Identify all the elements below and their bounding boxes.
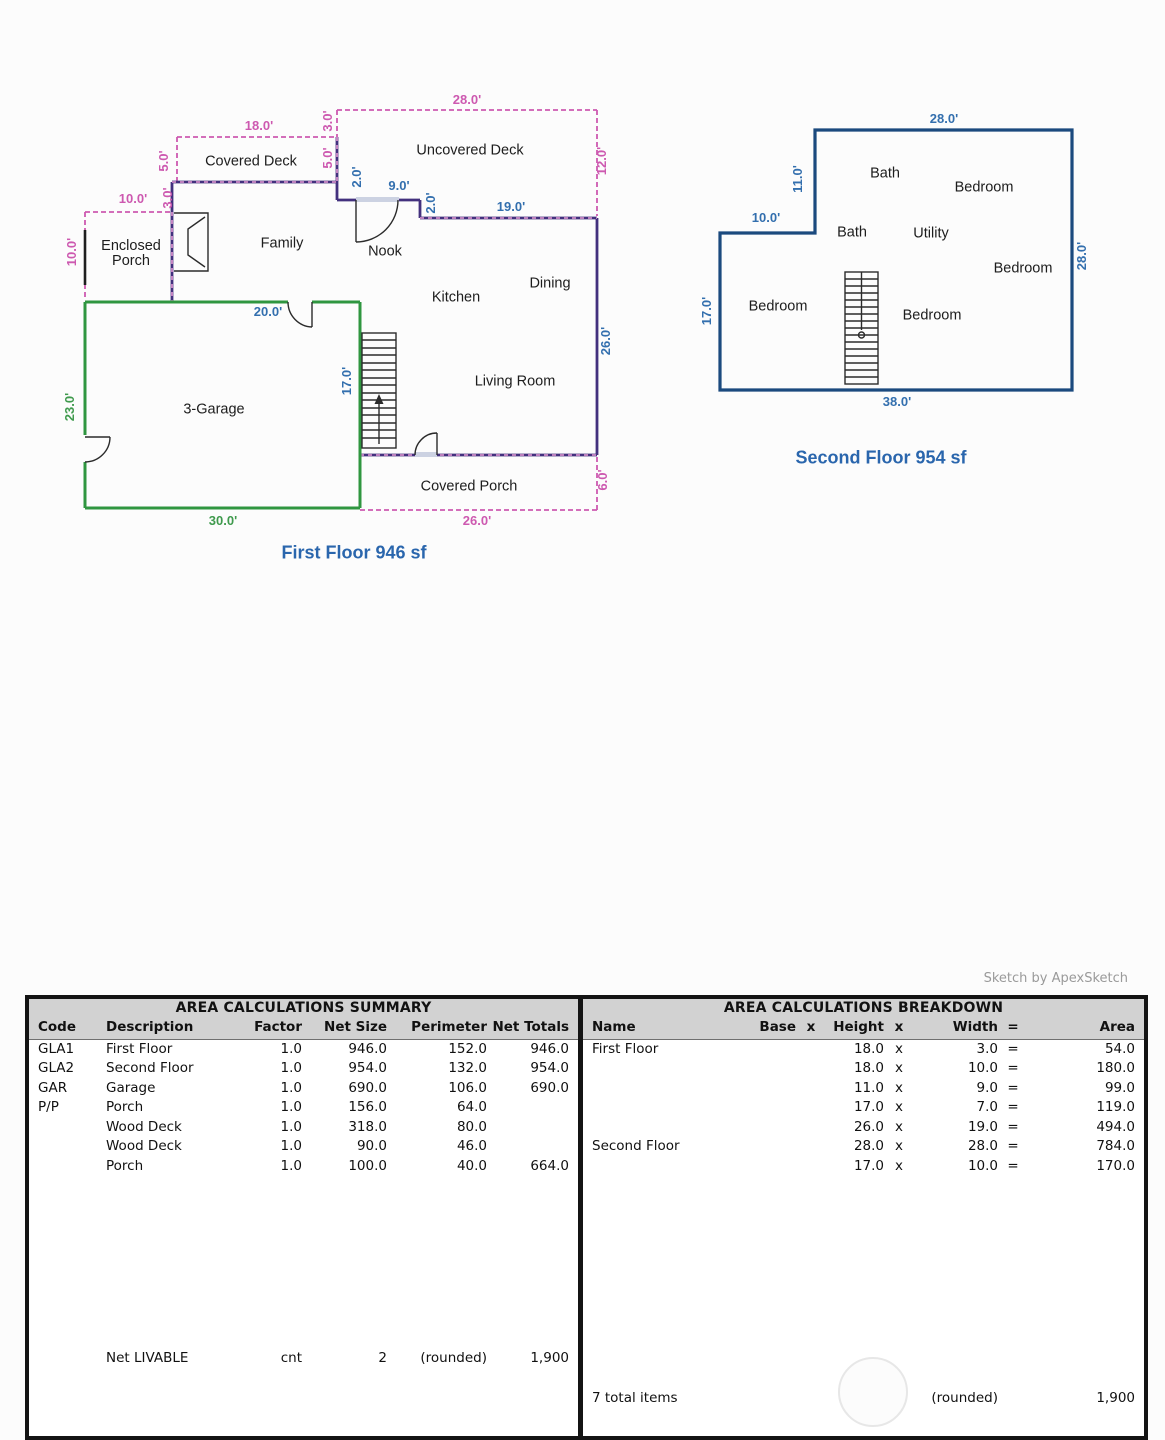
second-floor-stairs-icon	[845, 272, 878, 384]
table-cell: =	[1007, 1019, 1019, 1035]
table-cell	[733, 1137, 798, 1157]
breakdown-table	[583, 999, 1144, 1436]
dim-bottom-width: 38.0'	[882, 394, 912, 410]
dim-enclosed-porch-height: 10.0'	[64, 237, 80, 267]
table-cell: 494.0	[1096, 1118, 1135, 1135]
table-cell: x	[894, 1019, 904, 1035]
table-cell: 64.0	[456, 1099, 487, 1115]
room-kitchen: Kitchen	[431, 289, 481, 306]
dim-covered-deck-height: 5.0'	[156, 150, 172, 172]
sketch-credit: Sketch by ApexSketch	[983, 971, 1128, 986]
table-row	[29, 1349, 578, 1369]
table-cell	[583, 1157, 733, 1177]
table-cell	[733, 1059, 798, 1079]
table-cell: x	[895, 1099, 903, 1115]
table-cell: First Floor	[592, 1040, 659, 1057]
table-cell: x	[895, 1060, 903, 1076]
table-row	[29, 1157, 578, 1177]
table-cell: 9.0	[976, 1079, 998, 1096]
dim-upper-left-height: 11.0'	[790, 165, 806, 193]
table-cell: 1.0	[280, 1157, 302, 1174]
floor-plan-area	[0, 0, 1165, 640]
dim-right-wall: 26.0'	[598, 326, 614, 356]
room-bedroom-top-right: Bedroom	[954, 179, 1014, 196]
area-calculations-tables	[25, 995, 1148, 1440]
dim-garage-height: 23.0'	[62, 392, 78, 422]
table-cell: 690.0	[530, 1079, 569, 1096]
table-cell: 26.0	[853, 1118, 884, 1135]
table-cell: x	[895, 1079, 903, 1096]
dim-step-width: 10.0'	[751, 210, 781, 226]
table-cell: =	[1007, 1060, 1019, 1076]
table-cell: Height	[833, 1019, 884, 1035]
table-cell	[798, 1137, 824, 1157]
room-living-room: Living Room	[474, 373, 556, 390]
room-garage: 3-Garage	[183, 401, 245, 418]
table-cell: 1.0	[280, 1099, 302, 1115]
table-cell: Width	[952, 1019, 998, 1035]
table-cell: 119.0	[1096, 1099, 1135, 1115]
table-cell	[29, 1157, 104, 1177]
table-cell	[798, 1079, 824, 1099]
table-cell: 18.0	[853, 1040, 884, 1057]
table-cell: 954.0	[530, 1060, 569, 1076]
table-cell: Net Size	[324, 1019, 387, 1035]
table-cell: =	[1007, 1099, 1019, 1115]
table-cell: 1.0	[280, 1138, 302, 1154]
room-bedroom-right: Bedroom	[993, 260, 1053, 277]
table-cell: 1.0	[280, 1060, 302, 1076]
dim-covered-porch-width: 26.0'	[462, 513, 492, 529]
table-row	[29, 1059, 578, 1079]
dim-deck-left-lower: 5.0'	[320, 147, 336, 169]
table-cell	[733, 1079, 798, 1099]
dim-right-height: 28.0'	[1074, 241, 1090, 271]
table-cell	[733, 1118, 798, 1138]
table-cell: 954.0	[348, 1060, 387, 1076]
summary-table	[29, 999, 583, 1436]
table-cell: 156.0	[348, 1099, 387, 1115]
table-cell: Porch	[106, 1157, 144, 1174]
table-cell: 946.0	[530, 1040, 569, 1057]
room-utility: Utility	[913, 225, 949, 242]
dim-garage-width: 30.0'	[208, 513, 238, 529]
table-cell: =	[1007, 1138, 1019, 1154]
table-cell	[489, 1137, 578, 1157]
table-row	[583, 1157, 1144, 1177]
table-cell: First Floor	[106, 1040, 173, 1057]
dim-covered-porch-height: 6.0'	[595, 469, 611, 491]
table-cell	[733, 1389, 798, 1409]
table-row	[583, 1137, 1144, 1157]
fireplace-icon	[174, 213, 208, 271]
table-cell	[798, 1118, 824, 1138]
dim-uncovered-deck-height: 12.0'	[594, 146, 610, 176]
table-cell: 3.0	[976, 1040, 998, 1057]
table-cell: 54.0	[1104, 1040, 1135, 1057]
table-cell	[1000, 1389, 1026, 1409]
summary-table-body	[29, 1040, 578, 1177]
dim-top-width: 28.0'	[929, 111, 959, 127]
table-cell	[29, 1349, 104, 1369]
table-cell: cnt	[280, 1350, 302, 1366]
room-enclosed-porch: Enclosed Porch	[101, 237, 161, 269]
table-cell: 10.0	[967, 1060, 998, 1076]
dim-covered-deck-width: 18.0'	[244, 118, 274, 134]
deck-wall-dashes	[85, 137, 597, 455]
table-cell: 1,900	[1096, 1390, 1135, 1406]
room-bath-middle: Bath	[837, 224, 867, 241]
table-cell: Second Floor	[592, 1138, 680, 1154]
table-cell	[798, 1040, 824, 1060]
dim-family-garage-wall: 20.0'	[253, 304, 283, 320]
table-cell: 10.0	[967, 1157, 998, 1174]
room-uncovered-deck: Uncovered Deck	[416, 142, 524, 159]
table-cell: Porch	[106, 1099, 144, 1115]
room-bedroom-center: Bedroom	[902, 307, 962, 324]
table-cell	[798, 1098, 824, 1118]
table-row	[583, 1018, 1144, 1038]
second-floor-caption: Second Floor 954 sf	[795, 447, 967, 468]
dim-stair-wall: 17.0'	[339, 366, 355, 396]
breakdown-table-body	[583, 1040, 1144, 1177]
table-cell: x	[895, 1040, 903, 1057]
table-cell: 180.0	[1096, 1060, 1135, 1076]
dim-nook-opening: 9.0'	[388, 178, 410, 194]
table-cell: 17.0	[853, 1099, 884, 1115]
room-bath-upper: Bath	[870, 165, 900, 182]
table-cell: 18.0	[853, 1060, 884, 1076]
floor-plan-drawing	[0, 0, 1165, 640]
table-cell: Wood Deck	[106, 1138, 182, 1154]
table-cell: 46.0	[456, 1138, 487, 1154]
table-row	[29, 1137, 578, 1157]
summary-table-title: AREA CALCULATIONS SUMMARY	[29, 999, 578, 1018]
table-cell: P/P	[38, 1099, 59, 1115]
table-cell	[583, 1079, 733, 1099]
table-cell: =	[1007, 1040, 1019, 1057]
dim-deck-left-upper: 3.0'	[320, 110, 336, 132]
dim-uncovered-deck-width: 28.0'	[452, 92, 482, 108]
table-cell: 17.0	[853, 1157, 884, 1174]
table-cell: 100.0	[348, 1157, 387, 1174]
watermark-circle	[838, 1357, 908, 1427]
table-cell: 90.0	[356, 1138, 387, 1154]
table-row	[29, 1040, 578, 1060]
table-cell: 28.0	[853, 1138, 884, 1154]
table-cell: GAR	[38, 1079, 68, 1096]
table-cell: 2	[378, 1350, 387, 1366]
table-cell: Net Totals	[492, 1019, 569, 1035]
table-cell	[489, 1098, 578, 1118]
table-cell	[733, 1098, 798, 1118]
table-cell: 132.0	[448, 1060, 487, 1076]
dim-kitchen-wall: 19.0'	[496, 199, 526, 215]
table-cell: 7 total items	[592, 1390, 678, 1406]
table-cell: Garage	[106, 1079, 156, 1096]
summary-table-header	[29, 1018, 578, 1040]
room-bedroom-left: Bedroom	[748, 298, 808, 315]
dim-lower-left-height: 17.0'	[699, 296, 715, 326]
table-cell: Area	[1099, 1019, 1135, 1035]
first-floor-caption: First Floor 946 sf	[281, 542, 427, 563]
table-cell: 664.0	[530, 1157, 569, 1174]
table-cell: 7.0	[976, 1099, 998, 1115]
table-cell	[29, 1118, 104, 1138]
table-row	[583, 1098, 1144, 1118]
table-cell: x	[895, 1157, 903, 1174]
table-cell: =	[1007, 1157, 1019, 1174]
table-cell: 40.0	[456, 1157, 487, 1174]
dim-enclosed-porch-width: 10.0'	[118, 191, 148, 207]
breakdown-table-title: AREA CALCULATIONS BREAKDOWN	[583, 999, 1144, 1018]
table-cell: 28.0	[967, 1138, 998, 1154]
room-nook: Nook	[368, 243, 402, 260]
table-cell: 1,900	[530, 1350, 569, 1366]
table-cell: 106.0	[448, 1079, 487, 1096]
table-cell: 170.0	[1096, 1157, 1135, 1174]
table-cell: 690.0	[348, 1079, 387, 1096]
table-cell: (rounded)	[931, 1390, 998, 1406]
table-cell: 1.0	[280, 1118, 302, 1135]
table-cell: x	[895, 1118, 903, 1135]
table-cell: 784.0	[1096, 1138, 1135, 1154]
table-cell: 152.0	[448, 1040, 487, 1057]
table-row	[29, 1079, 578, 1099]
table-cell: Perimeter	[411, 1019, 487, 1035]
dim-nook-step-left: 2.0'	[349, 166, 365, 188]
breakdown-table-header	[583, 1018, 1144, 1040]
table-cell: Net LIVABLE	[106, 1350, 189, 1366]
table-cell: =	[1007, 1118, 1019, 1135]
table-cell: Second Floor	[106, 1060, 194, 1076]
table-cell: 1.0	[280, 1079, 302, 1096]
table-cell	[733, 1040, 798, 1060]
room-family: Family	[260, 235, 304, 252]
table-cell: 11.0	[853, 1079, 884, 1096]
table-cell: Code	[38, 1019, 77, 1035]
table-cell: GLA1	[38, 1040, 75, 1057]
table-row	[583, 1059, 1144, 1079]
table-row	[583, 1118, 1144, 1138]
table-cell: Base	[759, 1019, 796, 1035]
dim-porch-step: 3.0'	[160, 187, 176, 209]
table-cell: 318.0	[348, 1118, 387, 1135]
table-cell: GLA2	[38, 1060, 75, 1076]
table-cell	[583, 1098, 733, 1118]
table-cell	[583, 1059, 733, 1079]
table-cell: =	[1007, 1079, 1019, 1096]
table-cell	[798, 1389, 824, 1409]
table-row	[29, 1018, 578, 1038]
table-row	[29, 1118, 578, 1138]
room-covered-deck: Covered Deck	[205, 153, 297, 170]
first-floor-stairs-icon	[362, 333, 396, 448]
table-cell: 1.0	[280, 1040, 302, 1057]
table-cell: x	[806, 1019, 816, 1035]
table-cell	[798, 1157, 824, 1177]
table-cell: (rounded)	[420, 1350, 487, 1366]
table-cell	[583, 1118, 733, 1138]
table-cell: 99.0	[1104, 1079, 1135, 1096]
table-cell: 946.0	[348, 1040, 387, 1057]
table-row	[583, 1040, 1144, 1060]
table-cell	[798, 1059, 824, 1079]
table-cell: Name	[592, 1019, 636, 1035]
table-cell: Description	[106, 1019, 194, 1035]
table-cell: x	[895, 1138, 903, 1154]
table-row	[29, 1098, 578, 1118]
dim-nook-step-right: 2.0'	[423, 192, 439, 214]
table-cell: 19.0	[967, 1118, 998, 1135]
summary-table-footer	[29, 1349, 578, 1369]
table-cell	[489, 1118, 578, 1138]
table-cell	[733, 1157, 798, 1177]
table-cell: 80.0	[456, 1118, 487, 1135]
table-cell: Factor	[254, 1019, 302, 1035]
room-covered-porch: Covered Porch	[420, 478, 518, 495]
table-cell: Wood Deck	[106, 1118, 182, 1135]
table-row	[583, 1079, 1144, 1099]
room-dining: Dining	[529, 275, 571, 292]
table-cell	[29, 1137, 104, 1157]
